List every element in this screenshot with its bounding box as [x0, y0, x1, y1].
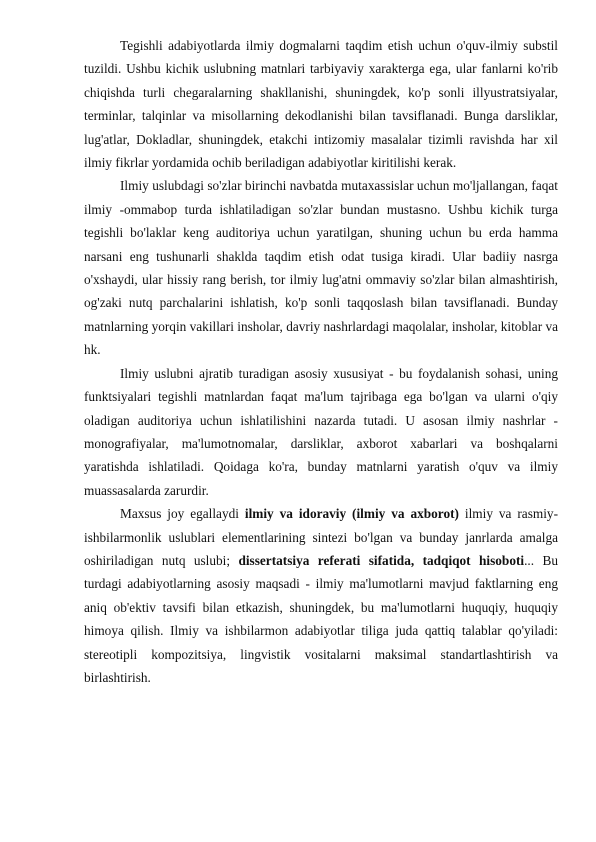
paragraph-educational-substyle: Tegishli adabiyotlarda ilmiy dogmalarni taqdim etish uchun o'quv-ilmiy substil tuzildi. Ushbu kichik uslubning matnlari tarbiyaviy xarakterga ega, ular fanlarni ko'rib chiqishda turli chegaralarning shakllanishi, shuningdek, ko'p sonli illyustratsiyalar, terminlar, talqinlar va misollarning dekodlanishi bilan tavsiflanadi. Bunga darsliklar, lug'atlar, Dokladlar, shuningdek, etakchi intizomiy masalalar tizimli ravishda har xil ilmiy fikrlar yordamida ochib beriladigan adabiyotlar kiritilishi kerak.: [84, 38, 558, 171]
paragraph-popular-science: Ilmiy uslubdagi so'zlar birinchi navbatda mutaxassislar uchun mo'ljallangan, faqat ilmiy -ommabop turda ishlatiladigan so'zlar bundan mustasno. Ushbu kichik turga tegishli bo'laklar keng auditoriya uchun yaratilgan, shuning uchun bu erda hamma narsani eng tushunarli shaklda taqdim etish odat tusiga kiradi. Ular badiiy nasrga o'xshaydi, ular hissiy rang berish, tor ilmiy lug'atni ommaviy so'zlar bilan almashtirish, og'zaki nutq parchalarini ishlatish, ko'p sonli taqqoslash bilan tavsiflanadi. Bunday matnlarning yorqin vakillari insholar, davriy nashrlardagi maqolalar, insholar, kitoblar va hk.: [84, 178, 558, 358]
document-page: [84, 34, 558, 689]
paragraph-scientific-business-style: [84, 502, 558, 689]
paragraph-text-segment: Maxsus joy egallaydi: [120, 506, 245, 522]
bold-term-scientific-administrative: ilmiy va idoraviy (ilmiy va axborot): [244, 506, 459, 522]
bold-term-dissertation-abstract: dissertatsiya referati sifatida, tadqiqot hisoboti: [238, 552, 525, 568]
paragraph-text-segment: ilmiy va rasmiy-ishbilarmonlik uslublari elementlarining sintezi bo'lgan va bunday janrlarda amalga oshiriladigan nutq uslubi;: [84, 506, 558, 568]
paragraph-text-segment: ... Bu turdagi adabiyotlarning asosiy maqsadi - ilmiy ma'lumotlarni mavjud faktlarning eng aniq ob'ektiv tavsifi bilan etkazish, shuningdek, bu ma'lumotlarni huquqiy, huquqiy himoya qilish. Ilmiy va ishbilarmon adabiyotlar tiliga juda qattiq talablar qo'yiladi: stereotipli kompozitsiya, lingvistik vositalarni maksimal standartlashtirish va birlashtirish.: [84, 552, 558, 685]
paragraph-scientific-style-features: Ilmiy uslubni ajratib turadigan asosiy xususiyat - bu foydalanish sohasi, uning funktsiyalari tegishli matnlardan faqat ma'lum tajribaga ega bo'lgan va ularni o'qiy oladigan auditoriya uchun ishlatilishini nazarda tutadi. U asosan ilmiy nashrlar - monografiyalar, ma'lumotnomalar, darsliklar, axborot xabarlari va boshqalarni yaratishda ishlatiladi. Qoidaga ko'ra, bunday matnlarni yaratish o'quv va ilmiy muassasalarda zarurdir.: [84, 365, 558, 498]
